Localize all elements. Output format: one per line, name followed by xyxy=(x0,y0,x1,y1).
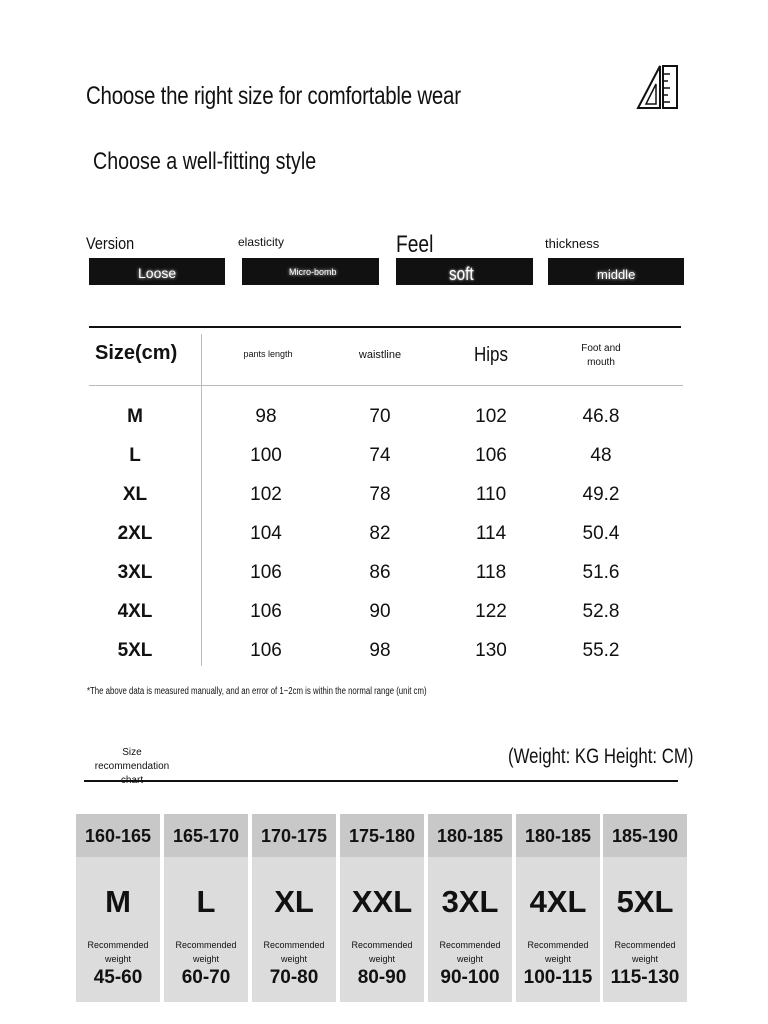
size-card xyxy=(516,814,600,1002)
size-card xyxy=(603,814,687,1002)
size-card xyxy=(252,814,336,1002)
card-weight-range: 60-70 xyxy=(181,967,231,988)
attr-value-thickness: middle xyxy=(597,267,636,282)
card-weight-range: 45-60 xyxy=(93,967,143,988)
table-header-foot-mouth: Foot and mouth xyxy=(581,343,621,368)
card-height-range: 180-185 xyxy=(436,826,504,846)
cell-hips: 110 xyxy=(475,484,507,505)
cell-foot-mouth: 49.2 xyxy=(582,484,620,505)
cell-foot-mouth: 51.6 xyxy=(582,562,620,583)
cell-hips: 130 xyxy=(475,640,507,661)
attr-value-elasticity: Micro-bomb xyxy=(289,267,337,277)
recommendation-rule xyxy=(84,780,678,782)
card-weight-label: Recommended weight xyxy=(175,940,237,964)
cell-size: 3XL xyxy=(117,562,153,583)
cell-hips: 106 xyxy=(475,445,507,466)
cell-hips: 122 xyxy=(475,601,507,622)
page-title: Choose the right size for comfortable wear xyxy=(86,82,461,110)
card-size: XL xyxy=(274,884,314,919)
table-column-divider xyxy=(201,334,202,666)
table-header-rule xyxy=(89,385,683,386)
cell-waistline: 82 xyxy=(369,523,391,544)
table-header-size: Size(cm) xyxy=(95,342,178,364)
cell-waistline: 86 xyxy=(369,562,391,583)
cell-waistline: 78 xyxy=(369,484,391,505)
cell-pants-length: 100 xyxy=(250,445,282,466)
card-height-range: 180-185 xyxy=(524,826,592,846)
cell-hips: 114 xyxy=(475,523,507,544)
cell-waistline: 90 xyxy=(369,601,391,622)
card-height-range: 175-180 xyxy=(348,826,416,846)
attr-label-version: Version xyxy=(86,234,135,253)
cell-pants-length: 106 xyxy=(250,640,282,661)
cell-size: XL xyxy=(122,484,148,505)
cell-foot-mouth: 46.8 xyxy=(582,406,620,427)
table-top-rule xyxy=(89,326,681,328)
card-size: L xyxy=(196,884,216,919)
cell-waistline: 70 xyxy=(369,406,391,427)
card-size: XXL xyxy=(351,884,413,919)
attr-label-thickness: thickness xyxy=(545,236,600,251)
measurement-note: *The above data is measured manually, and an error of 1~2cm is within the normal range (unit cm) xyxy=(87,686,427,697)
cell-foot-mouth: 48 xyxy=(590,445,612,466)
cell-hips: 118 xyxy=(475,562,507,583)
cell-size: 4XL xyxy=(117,601,153,622)
card-weight-range: 100-115 xyxy=(523,967,593,988)
card-weight-range: 70-80 xyxy=(269,967,319,988)
attr-label-feel: Feel xyxy=(396,231,434,258)
cell-waistline: 98 xyxy=(369,640,391,661)
card-weight-label: Recommended weight xyxy=(614,940,676,964)
cell-pants-length: 106 xyxy=(250,601,282,622)
size-card xyxy=(340,814,424,1002)
card-weight-label: Recommended weight xyxy=(439,940,501,964)
table-header-pants-length: pants length xyxy=(243,349,293,359)
cell-pants-length: 102 xyxy=(250,484,282,505)
card-height-range: 160-165 xyxy=(84,826,152,846)
units-label: (Weight: KG Height: CM) xyxy=(508,745,694,768)
card-weight-label: Recommended weight xyxy=(263,940,325,964)
table-header-waistline: waistline xyxy=(358,349,402,361)
card-weight-range: 90-100 xyxy=(440,967,500,988)
cell-foot-mouth: 52.8 xyxy=(582,601,620,622)
cell-pants-length: 98 xyxy=(255,406,277,427)
card-weight-label: Recommended weight xyxy=(527,940,589,964)
card-weight-label: Recommended weight xyxy=(351,940,413,964)
cell-pants-length: 106 xyxy=(250,562,282,583)
card-size: 4XL xyxy=(529,884,587,919)
cell-size: L xyxy=(129,445,141,466)
size-card xyxy=(76,814,160,1002)
card-size: 5XL xyxy=(616,884,674,919)
table-header-hips: Hips xyxy=(473,344,508,366)
card-height-range: 185-190 xyxy=(611,826,679,846)
ruler-triangle-icon xyxy=(636,64,680,110)
card-weight-range: 80-90 xyxy=(357,967,407,988)
attr-label-elasticity: elasticity xyxy=(238,235,285,249)
card-weight-label: Recommended weight xyxy=(87,940,149,964)
size-card xyxy=(428,814,512,1002)
cell-foot-mouth: 55.2 xyxy=(582,640,620,661)
cell-pants-length: 104 xyxy=(250,523,282,544)
attr-value-version: Loose xyxy=(138,265,177,281)
cell-foot-mouth: 50.4 xyxy=(582,523,620,544)
card-height-range: 165-170 xyxy=(172,826,240,846)
page-subtitle: Choose a well-fitting style xyxy=(93,148,317,175)
size-card xyxy=(164,814,248,1002)
cell-hips: 102 xyxy=(475,406,507,427)
cell-size: 5XL xyxy=(117,640,153,661)
recommendation-title: Size recommendation xyxy=(94,747,170,772)
attr-value-feel: soft xyxy=(449,264,474,284)
card-weight-range: 115-130 xyxy=(610,967,680,988)
cell-size: M xyxy=(127,406,143,427)
card-size: 3XL xyxy=(441,884,499,919)
card-size: M xyxy=(105,884,131,919)
card-height-range: 170-175 xyxy=(260,826,328,846)
cell-size: 2XL xyxy=(117,523,153,544)
cell-waistline: 74 xyxy=(369,445,391,466)
